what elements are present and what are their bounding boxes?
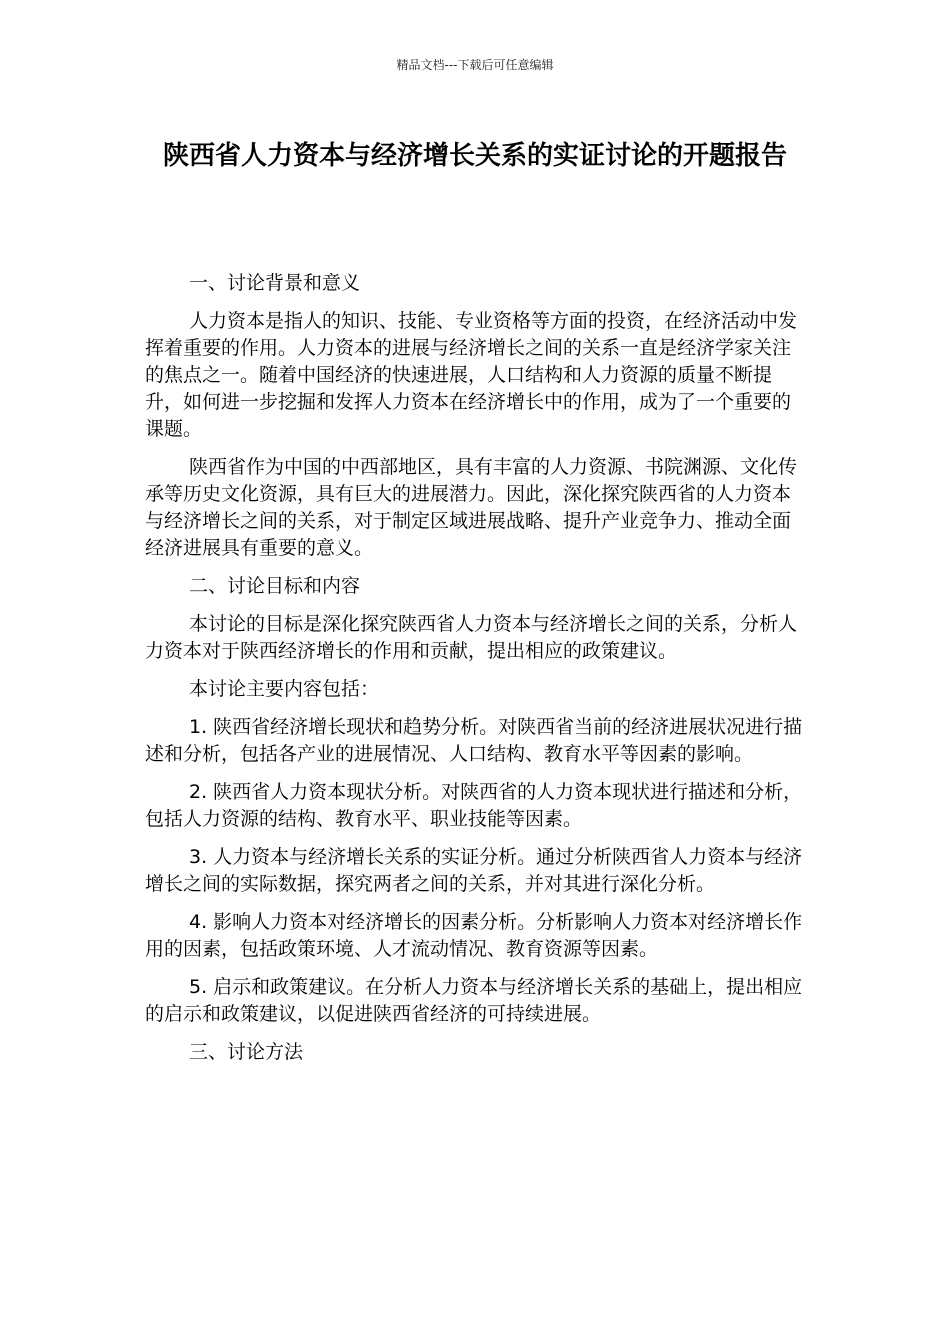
document-title: 陕西省人力资本与经济增长关系的实证讨论的开题报告 (162, 141, 787, 171)
document-body (145, 270, 805, 1077)
section-heading-methods: 三、讨论方法 (189, 1041, 304, 1063)
section-heading-goals: 二、讨论目标和内容 (189, 575, 361, 597)
list-item-content-2: 2. 陕西省人力资本现状分析。对陕西省的人力资本现状进行描述和分析，包括人力资源的结构、教育水平、职业技能等因素。 (145, 781, 803, 830)
page-header-note: 精品文档---下载后可任意编辑 (396, 58, 554, 72)
paragraph-background-1: 人力资本是指人的知识、技能、专业资格等方面的投资，在经济活动中发挥着重要的作用。人力资本的进展与经济增长之间的关系一直是经济学家关注的焦点之一。随着中国经济的快速进展，人口结构和人力资源的质量不断提升，如何进一步挖掘和发挥人力资本在经济增长中的作用，成为了一个重要的课题。 (145, 310, 798, 440)
list-item-content-3: 3. 人力资本与经济增长关系的实证分析。通过分析陕西省人力资本与经济增长之间的实际数据，探究两者之间的关系，并对其进行深化分析。 (145, 846, 803, 895)
list-item-content-1: 1. 陕西省经济增长现状和趋势分析。对陕西省当前的经济进展状况进行描述和分析，包括各产业的进展情况、人口结构、教育水平等因素的影响。 (145, 716, 803, 765)
paragraph-goals-1: 本讨论的目标是深化探究陕西省人力资本与经济增长之间的关系，分析人力资本对于陕西经济增长的作用和贡献，提出相应的政策建议。 (145, 613, 798, 662)
paragraph-goals-intro: 本讨论主要内容包括： (189, 678, 380, 700)
paragraph-background-2: 陕西省作为中国的中西部地区，具有丰富的人力资源、书院渊源、文化传承等历史文化资源，具有巨大的进展潜力。因此，深化探究陕西省的人力资本与经济增长之间的关系，对于制定区域进展战略、提升产业竞争力、推动全面经济进展具有重要的意义。 (145, 456, 798, 559)
list-item-content-5: 5. 启示和政策建议。在分析人力资本与经济增长关系的基础上，提出相应的启示和政策建议，以促进陕西省经济的可持续进展。 (145, 976, 803, 1025)
list-item-content-4: 4. 影响人力资本对经济增长的因素分析。分析影响人力资本对经济增长作用的因素，包括政策环境、人才流动情况、教育资源等因素。 (145, 911, 803, 960)
section-heading-background: 一、讨论背景和意义 (189, 272, 361, 294)
